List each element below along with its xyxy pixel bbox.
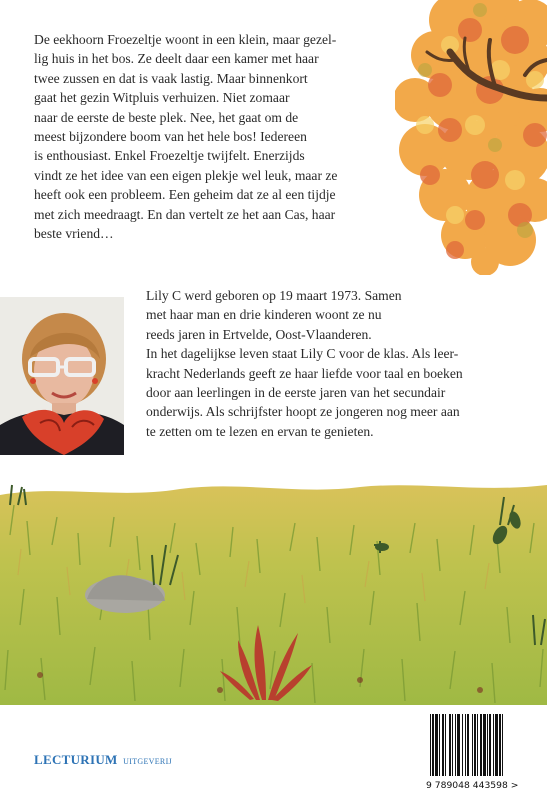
barcode-bar	[502, 714, 503, 776]
barcode-bar	[435, 714, 438, 776]
blurb-line: heeft ook een probleem. Een geheim dat ze al een tijdje	[34, 187, 336, 203]
publisher-logo	[34, 752, 172, 768]
barcode-bar	[430, 714, 431, 776]
barcode-bar	[465, 714, 466, 776]
barcode-bar	[489, 714, 491, 776]
blurb-line: beste vriend…	[34, 226, 114, 242]
barcode-bar	[432, 714, 434, 776]
barcode-bar	[499, 714, 501, 776]
blurb-line: lig huis in het bos. Ze deelt daar een kamer met haar	[34, 51, 319, 67]
barcode-bar	[445, 714, 446, 776]
grass-meadow-illustration	[0, 475, 547, 705]
barcode-bar	[442, 714, 444, 776]
barcode-bar	[449, 714, 451, 776]
back-cover-blurb	[34, 30, 434, 243]
bio-line: Lily C werd geboren op 19 maart 1973. Samen	[146, 288, 402, 303]
barcode-bar	[493, 714, 494, 776]
barcode-bar	[483, 714, 486, 776]
bio-line: onderwijs. Als schrijfster hoopt ze jongeren nog meer aan	[146, 404, 460, 420]
blurb-line: twee zussen en dat is vaak lastig. Maar binnenkort	[34, 70, 308, 86]
barcode-bar	[480, 714, 482, 776]
blurb-line: naar de eerste de beste plek. Nee, het gaat om de	[34, 109, 299, 125]
blurb-line: met zich meedraagt. En dan vertelt ze het aan Cas, haar	[34, 206, 336, 222]
autumn-tree-illustration	[395, 0, 547, 275]
barcode-bar	[474, 714, 476, 776]
barcode-bar	[455, 714, 456, 776]
author-portrait	[0, 297, 124, 455]
bio-line: reeds jaren in Ertvelde, Oost-Vlaanderen.	[146, 326, 372, 342]
author-bio	[146, 286, 546, 441]
barcode-bar	[462, 714, 463, 776]
bio-line: te zetten om te lezen en ervan te genieten.	[146, 423, 374, 439]
barcode-bar	[477, 714, 478, 776]
bio-line: door aan leerlingen in de eerste jaren van het secundair	[146, 385, 446, 401]
blurb-line: De eekhoorn Froezeltje woont in een klein, maar gezel-	[34, 32, 337, 47]
blurb-line: gaat het gezin Witpluis verhuizen. Niet zomaar	[34, 90, 290, 106]
bio-line: In het dagelijkse leven staat Lily C voor de klas. Als leer-	[146, 346, 459, 362]
bio-line: kracht Nederlands geeft ze haar liefde voor taal en boeken	[146, 365, 463, 381]
isbn-number: 9 789048 443598 >	[426, 780, 519, 791]
blurb-line: meest bijzondere boom van het hele bos! Iedereen	[34, 129, 307, 145]
barcode-bars	[426, 712, 544, 780]
publisher-brand: LECTURIUM	[34, 752, 118, 767]
barcode-bar	[452, 714, 453, 776]
barcode-bar	[487, 714, 488, 776]
blurb-line: vindt ze het idee van een eigen plekje wel leuk, maar ze	[34, 167, 338, 183]
blurb-line: is enthousiast. Enkel Froezeltje twijfelt. Enerzijds	[34, 148, 305, 164]
bio-line: met haar man en drie kinderen woont ze nu	[146, 307, 382, 323]
publisher-subtitle: uitgeverij	[123, 753, 172, 767]
barcode-bar	[472, 714, 473, 776]
barcode-bar	[439, 714, 440, 776]
isbn-barcode	[426, 712, 544, 797]
barcode-bar	[495, 714, 498, 776]
barcode-bar	[457, 714, 460, 776]
barcode-bar	[467, 714, 469, 776]
